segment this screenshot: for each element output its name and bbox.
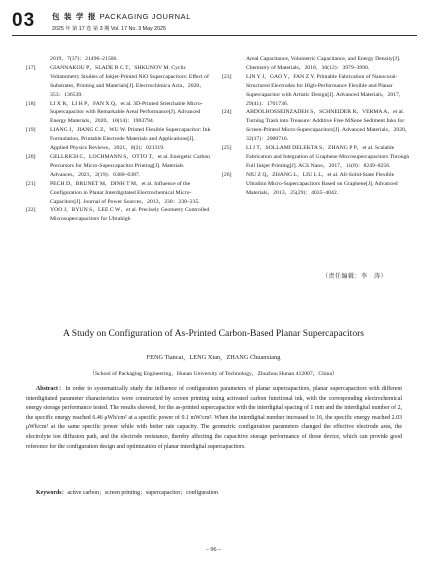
paper-authors: FENG Tiancai，LENG Xian，ZHANG Chuanxiang xyxy=(146,354,281,361)
references-right-column xyxy=(222,55,413,198)
paper-affiliation: （School of Packaging Engineering，Hunan University of Technology，Zhuzhou Hunan 412007，China） xyxy=(89,371,338,377)
keywords-label: Keywords： xyxy=(36,490,68,496)
abstract xyxy=(26,385,402,452)
reference-item: 2019，7(37)：21496–21506. xyxy=(50,56,118,62)
reference-item: [23] LIN Y J，GAO Y，FAN Z Y. Printable Fabrication of Nanocoral-Structured Electrodes for High-Performance Flexible and Planar Supercapacitor with Artistic Design[J]. Advanced Materials，2017，29(41)：1701736. xyxy=(222,73,405,107)
abstract-label: Abstract： xyxy=(36,386,66,392)
reference-item: [21] PECH D，BRUNET M，DINH T M，et al. Influence of the Configuration in Planar Interdigitated Electrochemical Micro-Capacitors[J]. Journal of Power Sources，2013，230：230–235. xyxy=(26,180,200,205)
reference-item: [25] LI J T，SOLLAMI DELEKTA S，ZHANG P P，et al. Scalable Fabrication and Integration of Graphene Microsupercapacitors Through Full Inkjet Printing[J]. ACS Nano，2017，11(8)：8249–8256. xyxy=(222,145,410,169)
abstract-text: In order to systematically study the influence of configuration parameters of planar supercapacitors, planar supercapacitors with different interdigitated parameter characteristics were constructed by screen printing using activated carbon functional ink, with the corresponding electrochemical energy storage performance tested. The results showed, for the as-printed supercapacitor with the interdigital spacing of 1 mm and the interdigital number of 2, the specific energy reached 6.46 μWh/cm² at a specific power of 0.1 mW/cm². When the interdigital number increased to 16, the specific energy reached 2.03 μWh/cm² at the same specific power while with better rate capacity. The geometric configuration parameters changed the effective electrode area, the electrolyte ion diffusion path, and the electrode resistance, thereby affecting the capacitive storage performance of those device, which can provide good reference for the configuration design and optimization of planar interdigital supercapacitors. xyxy=(26,386,402,450)
paper-title: A Study on Configuration of As-Printed Carbon-Based Planar Supercapacitors xyxy=(62,328,365,339)
reference-item: [20] GELLRICH C，LOCHMANN S，OTTO T，et al. Energetic Carbon Precursors for Micro-Supercapacitor Printing[J]. Materials Advances，2021，2(19)：6380–6387. xyxy=(26,153,211,178)
reference-item: [18] LI X R，LI H P，FAN X Q，et al. 3D-Printed Stretchable Micro-Supercapacitor with Remarkable Areal Performance[J]. Advanced Energy Materials，2020，10(14)：1903794. xyxy=(26,100,203,125)
journal-title-cn: 包 装 学 报 xyxy=(52,12,97,21)
reference-item: [17] GIANNAKOU P，SLADE R C T，SHKUNOV M. Cyclic Voltammetry Studies of Inkjet-Printed NiO Supercapacitors: Effect of Substrates, Printing and Materials[J]. Electrochimica Acta，2020，353：136539. xyxy=(26,64,209,98)
keywords xyxy=(36,487,402,496)
keywords-text: active carbon；screen printing；supercapacitor；configuration xyxy=(67,490,218,496)
journal-title xyxy=(52,11,191,22)
header-rule xyxy=(12,35,417,36)
reference-item: [24] ABDOLHOSSEINZADEH S，SCHNEIDER R，VERMA A，et al. Turning Trash into Treasure: Additive Free MXene Sediment Inks for Screen-Printed Micro-Supercapacitors[J]. Advanced Materials，2020，32(17)：2000716. xyxy=(222,109,411,143)
issue-number: 03 xyxy=(12,10,36,31)
editor-note: （责任编辑：李 涛） xyxy=(322,274,388,280)
references-left-column xyxy=(26,55,212,224)
reference-item: Areal Capacitance, Volumetric Capacitance, and Energy Density[J]. Chemistry of Materials，2018，30(12)：3979–3990. xyxy=(246,56,401,71)
reference-item: [19] LIANG J，JIANG C Z，WU W. Printed Flexible Supercapacitor: Ink Formulation, Printable Electrode Materials and Applications[J]. Applied Physics Reviews，2021，8(2)：021319. xyxy=(26,127,211,152)
journal-title-en: PACKAGING JOURNAL xyxy=(99,12,191,21)
reference-item: [22] YOO J，BYUN S，LEE C W，et al. Precisely Geometry Controlled Microsupercapacitors for Ultrahigh xyxy=(26,207,210,223)
page-number: – 96 – xyxy=(206,547,221,553)
reference-item: [26] NIU Z Q，ZHANG L，LIU L L，et al. All-Solid-State Flexible Ultrathin Micro-Supercapacitors Based on Graphene[J]. Advanced Materials，2013，25(29)：4035–4042. xyxy=(222,171,398,196)
journal-header xyxy=(12,8,417,46)
issue-line: 2025 年 第 17 卷 第 3 期 Vol. 17 No. 3 May 2025 xyxy=(52,26,166,32)
